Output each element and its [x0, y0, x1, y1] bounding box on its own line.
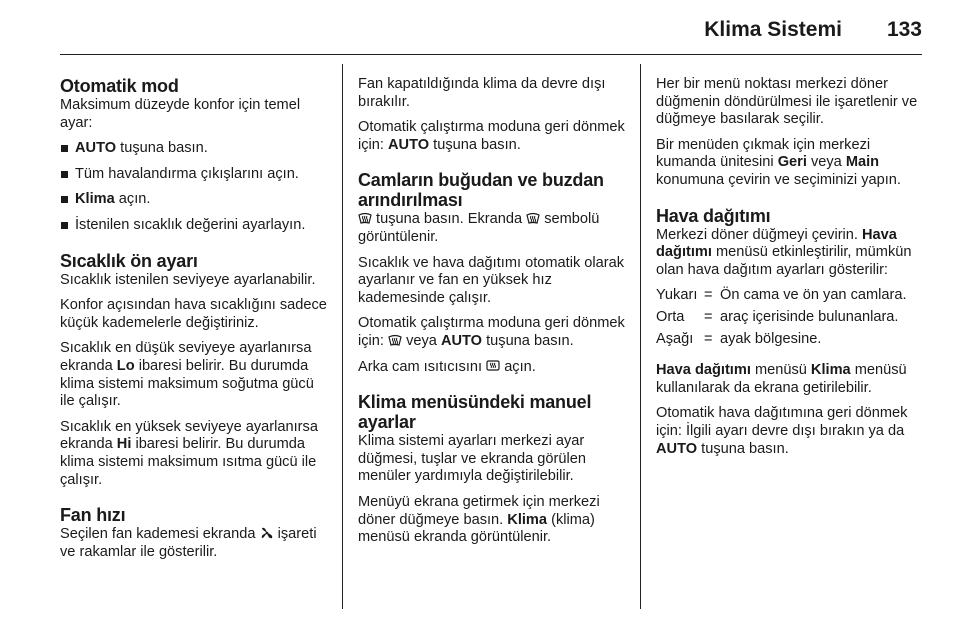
text: sembolü görüntülenir.	[358, 211, 600, 245]
paragraph: Klima sistemi ayarları merkezi ayar düğmesi, tuşlar ve ekranda görülen menüler yardımıyla değiştirilebilir.	[358, 433, 586, 485]
main-label: Main	[845, 154, 880, 171]
paragraph	[60, 526, 328, 561]
row-label: Aşağı	[656, 330, 694, 347]
automatic-mode-steps	[60, 140, 328, 234]
text: açın.	[500, 358, 536, 375]
hava-dagitimi-label: Hava dağıtımı	[656, 362, 751, 379]
text: menüsü	[750, 362, 811, 379]
row-equals: =	[704, 330, 713, 347]
text: menüsü etkinleştirilir, mümkün olan hava dağıtım ayarları gösterilir:	[656, 244, 912, 278]
section-title-automatic-mode: Otomatik mod	[60, 76, 179, 96]
section-title-air-distribution: Hava dağıtımı	[656, 205, 771, 226]
section-title-temperature-preset: Sıcaklık ön ayarı	[60, 250, 198, 271]
header-divider	[60, 54, 922, 55]
auto-label: AUTO	[75, 140, 117, 157]
text: Seçilen fan kademesi ekranda	[60, 526, 260, 543]
text: Menüyü ekrana getirmek için merkezi döner düğmeye basın.	[358, 493, 600, 528]
text: ibaresi belirir. Bu durumda klima sistemi maksimum soğutma gücü ile çalışır.	[60, 357, 314, 410]
geri-label: Geri	[777, 154, 807, 171]
list-item-text: açın.	[114, 191, 151, 208]
paragraph	[656, 362, 924, 397]
list-item-text: Tüm havalandırma çıkışlarını açın.	[75, 165, 299, 182]
section-title-fan-speed: Fan hızı	[60, 505, 126, 526]
text: tuşuna basın.	[482, 332, 574, 349]
text: Otomatik çalıştırma moduna geri dönmek için:	[358, 315, 625, 349]
paragraph	[358, 119, 626, 154]
hava-dagitimi-label: Hava dağıtımı	[656, 226, 897, 261]
text: Sıcaklık en yüksek seviyeye ayarlanırsa ekranda	[60, 418, 318, 453]
row-value: ayak bölgesine.	[720, 330, 822, 347]
text: Otomatik hava dağıtımına geri dönmek için: İlgili ayarı devre dışı bırakın ya da	[656, 405, 908, 439]
row-equals: =	[704, 308, 713, 325]
section-manual-settings	[358, 392, 626, 547]
paragraph	[358, 494, 626, 547]
section-title-manual-settings: Klima menüsündeki manuel ayarlar	[358, 392, 592, 433]
table-row	[656, 309, 920, 331]
header-title: Klima Sistemi	[704, 18, 842, 41]
list-item-text: tuşuna basın.	[116, 140, 208, 157]
text: menüsü kullanılarak da ekrana getirilebilir.	[656, 362, 907, 396]
klima-label: Klima	[75, 191, 115, 208]
paragraph	[358, 211, 626, 246]
paragraph: Fan kapatıldığında klima da devre dışı bırakılır.	[358, 76, 606, 110]
paragraph	[656, 137, 924, 190]
klima-label: Klima	[810, 362, 851, 379]
paragraph: Sıcaklık istenilen seviyeye ayarlanabilir.	[60, 271, 316, 288]
column-divider-2	[640, 64, 641, 609]
column-divider-1	[342, 64, 343, 609]
row-label: Orta	[656, 308, 685, 325]
column-1	[60, 76, 328, 569]
section-automatic-mode	[60, 76, 328, 235]
text: Otomatik çalıştırma moduna geri dönmek için:	[358, 119, 625, 153]
lo-label: Lo	[116, 357, 135, 374]
air-distribution-table	[656, 287, 920, 352]
table-row	[656, 287, 920, 309]
text: Sıcaklık en düşük seviyeye ayarlanırsa ekranda	[60, 340, 312, 374]
rear-window-heater-icon	[486, 359, 500, 373]
paragraph: Her bir menü noktası merkezi döner düğmenin döndürülmesi ile işaretlenir ve düğmeye basılarak seçilir.	[656, 76, 918, 128]
text: ibaresi belirir. Bu durumda klima sistemi maksimum ısıtma gücü ile çalışır.	[60, 436, 317, 488]
paragraph	[656, 405, 924, 458]
list-item	[60, 191, 328, 209]
list-item-text: İstenilen sıcaklık değerini ayarlayın.	[75, 216, 306, 233]
auto-label: AUTO	[388, 136, 430, 153]
text: (klima) menüsü ekranda görüntülenir.	[358, 511, 595, 546]
row-label: Yukarı	[656, 287, 698, 304]
klima-label: Klima	[507, 511, 548, 528]
windshield-defrost-icon	[388, 333, 402, 347]
text: tuşuna basın.	[429, 136, 521, 153]
hi-label: Hi	[116, 436, 132, 453]
text: tuşuna basın.	[697, 440, 789, 457]
text: konumuna çevirin ve seçiminizi yapın.	[656, 171, 901, 188]
text: Merkezi döner düğmeyi çevirin.	[656, 226, 863, 243]
row-equals: =	[704, 287, 713, 304]
paragraph: Konfor açısından hava sıcaklığını sadece küçük kademelerle değiştiriniz.	[60, 297, 327, 331]
paragraph: Sıcaklık ve hava dağıtımı otomatik olarak ayarlanır ve fan en yüksek hız kademesinde çalışır.	[358, 254, 625, 306]
section-temperature-preset	[60, 251, 328, 490]
paragraph	[60, 340, 328, 410]
automatic-mode-intro: Maksimum düzeyde konfor için temel ayar:	[60, 97, 301, 131]
section-air-distribution	[656, 206, 924, 459]
list-item	[60, 217, 328, 235]
row-value: araç içerisinde bulunanlara.	[720, 308, 899, 325]
text: veya	[806, 154, 846, 171]
column-3	[656, 76, 924, 466]
page-header	[0, 0, 960, 56]
table-row	[656, 331, 920, 353]
section-fan-speed	[60, 505, 328, 561]
paragraph	[358, 359, 626, 377]
page-number: 133	[886, 18, 922, 41]
paragraph	[358, 315, 626, 350]
paragraph	[60, 419, 328, 489]
row-value: Ön cama ve ön yan camlara.	[720, 287, 907, 304]
windshield-defrost-icon	[358, 211, 372, 225]
text: tuşuna basın. Ekranda	[372, 211, 527, 228]
paragraph	[656, 227, 924, 280]
windshield-defrost-icon	[526, 211, 540, 225]
text: veya	[402, 332, 441, 349]
auto-label: AUTO	[440, 332, 483, 349]
auto-label: AUTO	[656, 440, 698, 457]
list-item	[60, 140, 328, 158]
list-item	[60, 166, 328, 184]
text: Bir menüden çıkmak için merkezi kumanda ünitesini	[656, 136, 871, 171]
section-defrost	[358, 170, 626, 376]
text: işareti ve rakamlar ile gösterilir.	[60, 526, 317, 560]
fan-icon	[260, 526, 274, 540]
column-2	[358, 76, 626, 555]
text: Arka cam ısıtıcısını	[358, 358, 487, 375]
section-title-defrost: Camların buğudan ve buzdan arındırılması	[358, 170, 604, 211]
